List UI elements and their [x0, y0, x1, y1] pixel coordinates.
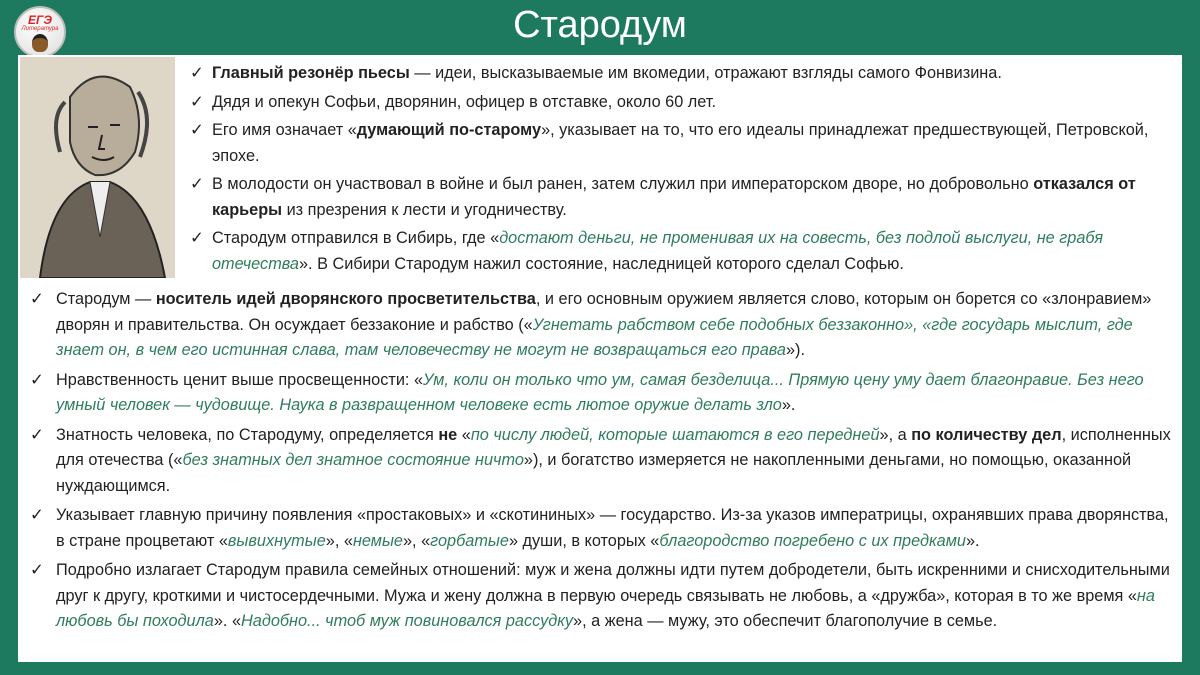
text-segment: », «	[402, 531, 431, 550]
bold-text: по количеству дел	[911, 425, 1062, 444]
text-segment: Указывает главную причину появления «простаковых» и «скотининых» — государство. Из-за указов императрицы, охранявших права дворянства, в стране процветают «	[56, 506, 1169, 550]
quote-text: на любовь бы походила	[56, 586, 1155, 630]
text-segment: », а жена — мужу, это обеспечит благополучие в семье.	[573, 612, 998, 630]
text-segment: Стародум отправился в Сибирь, где «	[212, 229, 500, 247]
checkmark-icon: ✓	[30, 370, 44, 389]
checkmark-icon: ✓	[190, 229, 204, 247]
checkmark-icon: ✓	[190, 64, 204, 82]
text-segment: Его имя означает «	[212, 121, 357, 139]
bullet-item	[186, 61, 1176, 87]
text-segment: »), и богатство измеряется не накопленными деньгами, но помощью, оказанной нуждающимся.	[56, 451, 1132, 495]
slide-title: Стародум	[513, 4, 687, 46]
text-segment: »).	[785, 341, 805, 359]
bold-text: отказался от карьеры	[212, 175, 1136, 219]
text-segment: Нравственность ценит выше просвещенности: «	[56, 370, 424, 389]
checkmark-icon: ✓	[190, 121, 204, 139]
bold-text: думающий по-старому	[356, 121, 542, 139]
checkmark-icon: ✓	[30, 561, 44, 579]
text-segment: » души, в которых «	[508, 531, 660, 550]
quote-text: Ум, коли он только что ум, самая безделица... Прямую цену уму дает благонравие. Без него умный человек — чудовище. Наука в развращенном человеке есть лютое оружие делать зло	[56, 370, 1144, 414]
text-segment: , исполненных для отечества («	[56, 425, 1171, 469]
bold-text: не	[438, 425, 458, 444]
bullet-item	[186, 90, 1176, 116]
quote-text: Надобно... чтоб муж повиновался рассудку	[241, 612, 574, 630]
checkmark-icon: ✓	[190, 92, 204, 111]
bullet-item	[26, 368, 1176, 419]
logo-text: ЕГЭ	[28, 13, 52, 27]
text-segment: », «	[325, 531, 353, 550]
text-segment: «	[457, 425, 471, 444]
quote-text: горбатые	[430, 531, 509, 550]
top-bullet-list	[186, 61, 1176, 280]
bold-text: Главный резонёр пьесы	[212, 64, 410, 82]
content-panel	[18, 55, 1182, 662]
quote-text: достают деньги, не променивая их на совесть, без подлой выслуги, не грабя отечества	[212, 229, 1104, 273]
text-segment: — идеи, высказываемые им вкомедии, отражают взгляды самого Фонвизина.	[409, 64, 1002, 82]
text-segment: ». В Сибири Стародум нажил состояние, наследницей которого сделал Софью.	[298, 254, 904, 273]
bullet-item	[26, 503, 1176, 554]
checkmark-icon: ✓	[30, 425, 44, 444]
bold-text: носитель идей дворянского просветительства	[155, 290, 536, 308]
quote-text: по числу людей, которые шатаются в его передней	[470, 425, 880, 444]
text-segment: ».	[781, 396, 796, 414]
starodum-portrait	[20, 57, 175, 278]
checkmark-icon: ✓	[190, 175, 204, 193]
text-segment: ». «	[213, 612, 242, 630]
bullet-item	[26, 287, 1176, 364]
bullet-item	[26, 423, 1176, 500]
text-segment: », указывает на то, что его идеалы принадлежат предшествующей, Петровской, эпохе.	[212, 121, 1149, 165]
quote-text: вывихнутые	[227, 531, 326, 550]
text-segment: из презрения к лести и угодничеству.	[282, 200, 567, 219]
quote-text: Угнетать рабством себе подобных беззаконно», «где государь мыслит, где знает он, в чем его истинная слава, там человечеству не могут не возвращаться его права	[56, 315, 1133, 359]
quote-text: без знатных дел знатное состояние ничто	[182, 451, 524, 469]
bullet-item	[186, 172, 1176, 223]
logo-subtext: Литература	[21, 26, 59, 32]
text-segment: Дядя и опекун Софьи, дворянин, офицер в отставке, около 60 лет.	[212, 92, 716, 111]
bottom-bullet-list	[26, 287, 1176, 639]
text-segment: , и его основным оружием является слово, которым он борется со «злонравием» дворян и правительства. Он осуждает беззаконие и рабство («	[56, 290, 1152, 334]
checkmark-icon: ✓	[30, 506, 44, 524]
text-segment: », а	[879, 425, 912, 444]
text-segment: Подробно излагает Стародум правила семейных отношений: муж и жена должны идти путем добродетели, быть искренними и снисходительными друг к другу, кроткими и чистосердечными. Мужа и жену должна в первую очередь связывать не любовь, а «дружба», которая в то же время «	[56, 561, 1170, 605]
text-segment: Стародум —	[56, 290, 156, 308]
quote-text: немые	[352, 531, 403, 550]
checkmark-icon: ✓	[30, 290, 44, 308]
bullet-item	[186, 226, 1176, 277]
bullet-item	[26, 558, 1176, 635]
text-segment: В молодости он участвовал в войне и был ранен, затем служил при императорском дворе, но добровольно	[212, 175, 1034, 193]
bullet-item	[186, 118, 1176, 169]
text-segment: Знатность человека, по Стародуму, определяется	[56, 425, 439, 444]
text-segment: ».	[965, 531, 980, 550]
quote-text: благородство погребено с их предками	[659, 531, 966, 550]
